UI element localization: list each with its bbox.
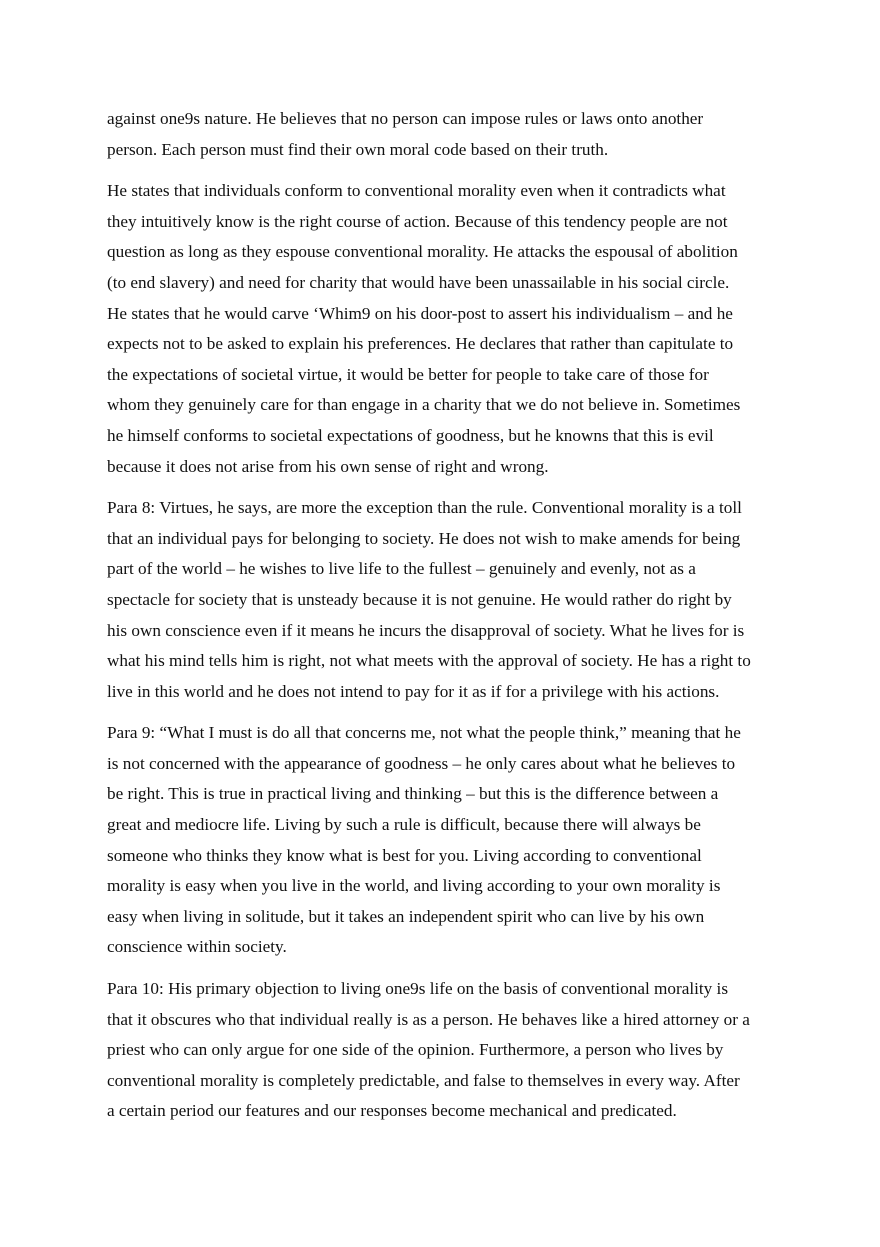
text-line: easy when living in solitude, but it takes an independent spirit who can live by his own [107, 906, 705, 926]
text-line: part of the world – he wishes to live life to the fullest – genuinely and evenly, not as a [107, 559, 696, 579]
text-line: someone who thinks they know what is best for you. Living according to conventional [107, 845, 702, 865]
paragraph-para-9 [107, 718, 775, 963]
text-line: priest who can only argue for one side of the opinion. Furthermore, a person who lives by [107, 1040, 724, 1060]
text-line: question as long as they espouse conventional morality. He attacks the espousal of abolition [107, 242, 738, 262]
text-line: (to end slavery) and need for charity that would have been unassailable in his social circle. [107, 272, 730, 292]
text-line: He states that individuals conform to conventional morality even when it contradicts what [107, 181, 726, 201]
text-line: his own conscience even if it means he incurs the disapproval of society. What he lives for is [107, 620, 745, 640]
text-line: what his mind tells him is right, not what meets with the approval of society. He has a right to [107, 651, 751, 671]
text-line: against one9s nature. He believes that no person can impose rules or laws onto another [107, 109, 704, 128]
text-line: they intuitively know is the right course of action. Because of this tendency people are not [107, 211, 728, 231]
text-line: great and mediocre life. Living by such a rule is difficult, because there will always be [107, 815, 701, 835]
text-line: a certain period our features and our responses become mechanical and predicated. [107, 1101, 677, 1121]
paragraph-para-8 [107, 493, 775, 707]
text-line: person. Each person must find their own moral code based on their truth. [107, 139, 609, 159]
text-line: because it does not arise from his own sense of right and wrong. [107, 456, 549, 476]
text-line: whom they genuinely care for than engage in a charity that we do not believe in. Sometimes [107, 395, 741, 415]
text-line: conventional morality is completely predictable, and false to themselves in every way. After [107, 1070, 740, 1090]
text-line: He states that he would carve ‘Whim9 on his door-post to assert his individualism – and he [107, 303, 733, 323]
text-line: Para 9: “What I must is do all that concerns me, not what the people think,” meaning that he [107, 723, 741, 743]
text-line: conscience within society. [107, 937, 287, 957]
paragraph-para-10 [107, 974, 775, 1127]
text-line: Para 8: Virtues, he says, are more the exception than the rule. Conventional morality is a toll [107, 498, 742, 518]
paragraph-continuation [107, 104, 775, 165]
document-body [107, 104, 775, 1138]
text-line: live in this world and he does not intend to pay for it as if for a privilege with his actions. [107, 681, 720, 701]
text-line: spectacle for society that is unsteady because it is not genuine. He would rather do right by [107, 589, 732, 609]
text-line: that an individual pays for belonging to society. He does not wish to make amends for being [107, 528, 741, 548]
paragraph-conformity [107, 176, 775, 482]
text-line: expects not to be asked to explain his preferences. He declares that rather than capitulate to [107, 334, 734, 354]
text-line: morality is easy when you live in the world, and living according to your own morality is [107, 876, 721, 896]
text-line: Para 10: His primary objection to living one9s life on the basis of conventional morality is [107, 979, 729, 999]
text-line: the expectations of societal virtue, it would be better for people to take care of those for [107, 364, 709, 384]
text-line: be right. This is true in practical living and thinking – but this is the difference between a [107, 784, 719, 804]
text-line: that it obscures who that individual really is as a person. He behaves like a hired attorney or a [107, 1009, 750, 1029]
text-line: he himself conforms to societal expectations of goodness, but he knowns that this is evil [107, 425, 714, 445]
text-line: is not concerned with the appearance of goodness – he only cares about what he believes to [107, 753, 736, 773]
